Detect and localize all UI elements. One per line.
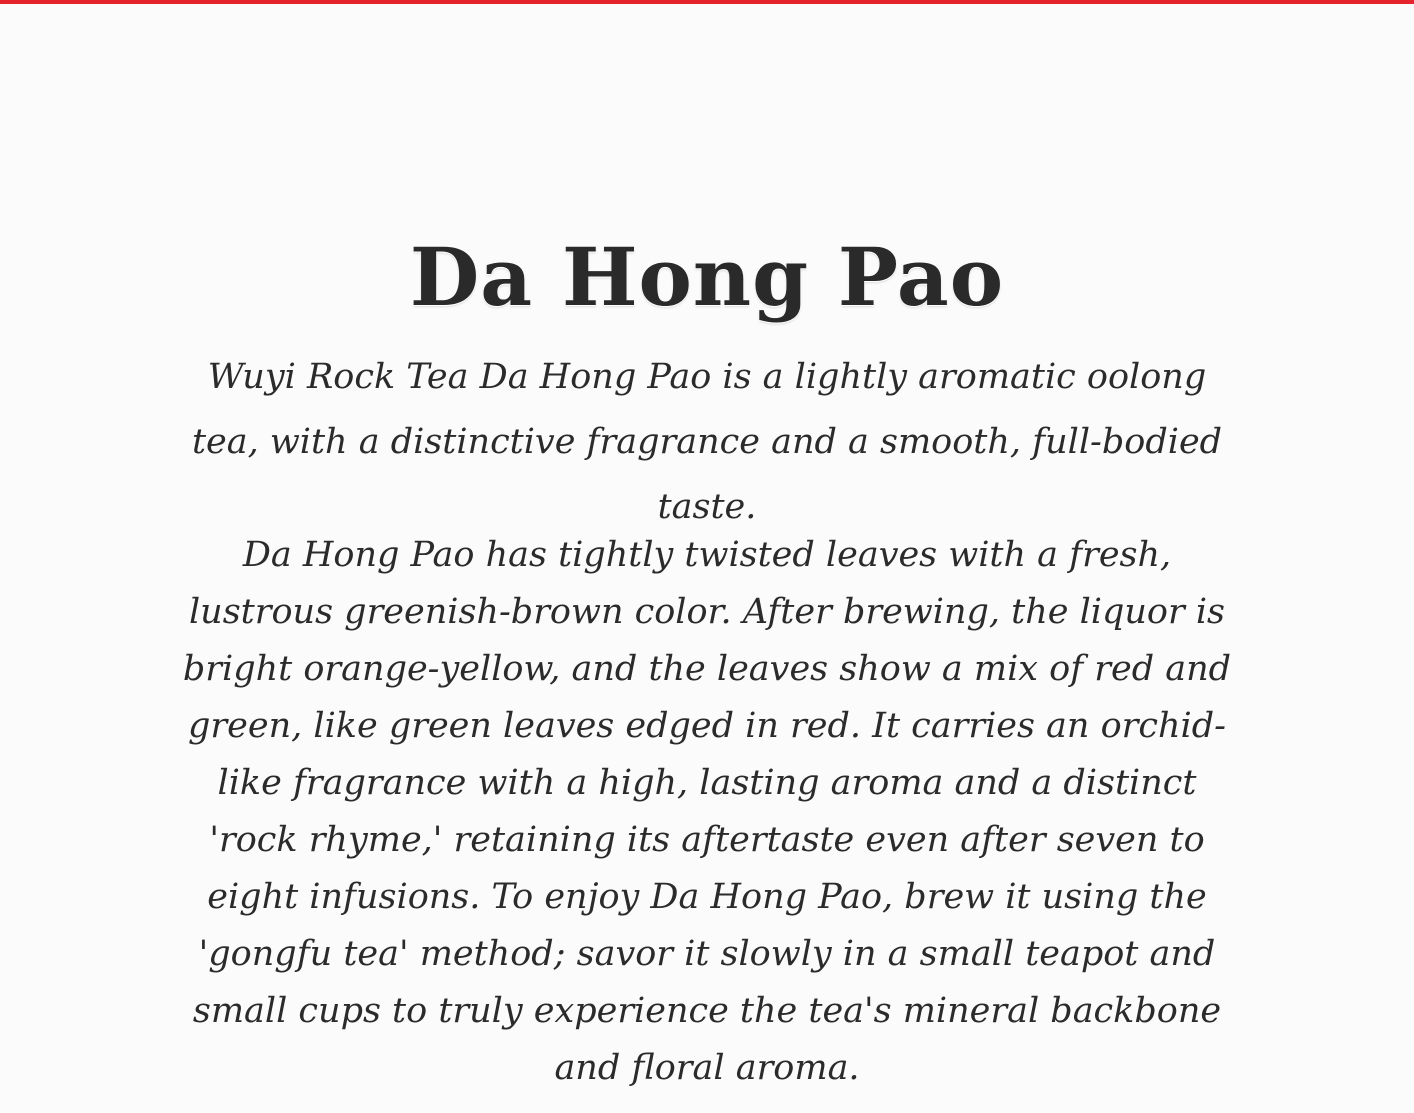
page-title: Da Hong Pao	[409, 229, 1005, 324]
intro-paragraph: Wuyi Rock Tea Da Hong Pao is a lightly aromatic oolong tea, with a distinctive fragrance and a smooth, full-bodied taste.	[191, 357, 1223, 527]
body-paragraph: Da Hong Pao has tightly twisted leaves with a fresh, lustrous greenish-brown color. After brewing, the liquor is bright orange-yellow, and the leaves show a mix of red and green, like green leaves edged in red. It carries an orchid-like fragrance with a high, lasting aroma and a distinct 'rock rhyme,' retaining its aftertaste even after seven to eight infusions. To enjoy Da Hong Pao, brew it using the 'gongfu tea' method; savor it slowly in a small teapot and small cups to truly experience the tea's mineral backbone and floral aroma.	[182, 535, 1232, 1088]
